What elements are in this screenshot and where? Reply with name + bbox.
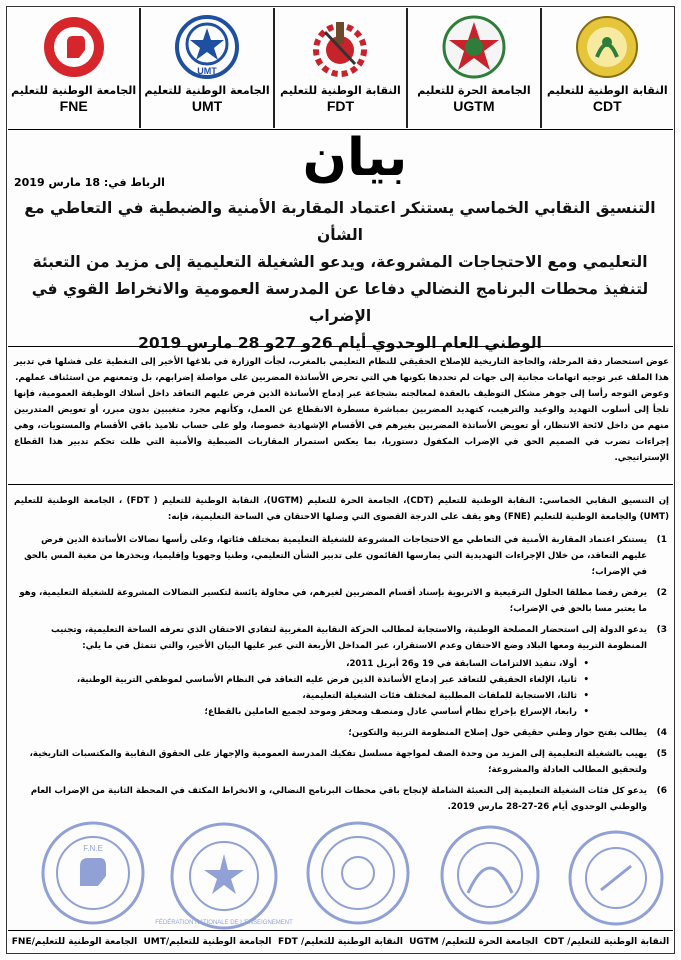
- footer-union: الجامعة الحرة للتعليم/ UGTM: [409, 937, 538, 947]
- item-text: يدعو كل فئات الشغيلة التعليمية إلى التعبئة الشاملة لإنجاح باقي محطات البرنامج النضالي، و الانخراط المكثف في المحطة الثانية من الإضراب العام والوطني الوحدوي أيام 26-27-28 مارس 2019.: [30, 786, 647, 812]
- umt-logo-icon: [172, 12, 242, 82]
- item-number: 6): [656, 786, 667, 796]
- headline-line: التنسيق النقابي الخماسي يستنكر اعتماد المقاربة الأمنية والضبطية في التعاطي مع الشأن: [24, 199, 656, 244]
- intro-paragraph: وعوض التوجه رأسا إلى جوهر مشكل التوظيف بالعقدة لمعالجته بشجاعة عبر إدماج الأساتذة الذين فرض عليهم التعاقد داخل أسلاك الوظيفة العمومية، فإنها تلجأ إلى أسلوب التهديد والوعيد والترهيب، كتهديد المضربين بمباشرة مسطرة الانقطاع عن العمل، وكأنهم مجرد متغيبين بدون مبرر، أو تعويض المتدربين منهم من داخل لائحة الانتظار، أو تعويض الأساتذة المضربين بغيرهم في الأقسام الإشهادية خصوصا، ولو على حساب تلاميذ باقي الأقسام والمستويات، وهي إجراءات تضرب في الصميم الحق في الإضراب المكفول دستوريا، بما يعكس استمرار المقاربات الضبطية والأمنية التي ظلت تحكم تدبير هذا القطاع الإستراتيجي.: [14, 389, 669, 463]
- umt-stamp-text: FÉDÉRATION NATIONALE DE L'ENSEIGNEMENT: [155, 920, 293, 926]
- union-abbr: UGTM: [453, 98, 495, 114]
- fne-stamp-text: F.N.E: [83, 844, 103, 853]
- item-text: يستنكر اعتماد المقاربة الأمنية في التعاطي مع الاحتجاجات المشروعة للشغيلة التعليمية بمختلف فئاتها، وعلى رأسها نضالات الأساتذة الذين فرض عليهم التعاقد، من خلال الإجراءات التهديدية التي يمارسها القائمون على تدبير الشأن التعليمي، وطنيا وجهويا وإقليميا، ويحذرها من مغبة المس بالحق في الإضراب؛: [24, 535, 647, 577]
- ugtm-logo-icon: [439, 12, 509, 82]
- item-number: 1): [656, 535, 667, 545]
- union-ugtm: [406, 8, 539, 128]
- headline: [10, 195, 670, 357]
- item-number: 2): [656, 588, 667, 598]
- union-abbr: CDT: [592, 98, 622, 114]
- item-text: يهيب بالشغيلة التعليمية إلى المزيد من وحدة الصف لمواجهة مسلسل تفكيك المدرسة العمومية والإجهاز على الحقوق النقابية والمكتسبات التاريخية، ولتحقيق المطالب العادلة والمشروعة؛: [29, 749, 647, 775]
- umt-stamp-icon: [155, 820, 293, 932]
- sub-item: • رابعا، الإسراع بإخراج نظام أساسي عادل ومنصف ومحفز وموحد لجميع العاملين بالقطاع؛: [14, 704, 577, 720]
- ugtm-stamp-icon: [438, 823, 543, 928]
- item-number: 3): [656, 625, 667, 635]
- page-title: بيان: [302, 128, 408, 188]
- item-text: يطالب بفتح حوار وطني حقيقي حول إصلاح المنظومة التربية والتكوين؛: [348, 728, 647, 738]
- intro-paragraph: عوض استحضار دقة المرحلة، والحاجة التاريخية للإصلاح الحقيقي للنظام التعليمي بالمغرب، لجأت الوزارة في بلاغها الأخير إلى التغطية على فشلها في تدبير هذا الملف عبر توجيه اتهامات مجانية إلى جهات لم تحددها بكونها هي التي تحرض الأساتذة المضربين على مواصلة إضرابهم، بل وتمعنهم من استئناف عملهم.: [14, 357, 669, 383]
- union-name: النقابة الوطنية للتعليم: [546, 84, 668, 97]
- union-abbr: FNE: [59, 98, 88, 114]
- sub-list: [14, 656, 647, 720]
- footer-signatures: [8, 930, 673, 953]
- list-item: [14, 585, 669, 617]
- union-stamps: [18, 818, 668, 930]
- sub-item: • ثالثا، الاستجابة للملفات المطلبية لمختلف فئات الشغيلة التعليمية،: [14, 688, 577, 704]
- union-name: الجامعة الوطنية للتعليم: [11, 84, 137, 97]
- union-fne: [8, 8, 139, 128]
- union-umt: [139, 8, 272, 128]
- fdt-stamp-icon: [303, 818, 413, 928]
- umt-logo-text: UMT: [197, 66, 217, 76]
- headline-line: لتنفيذ محطات البرنامج النضالي دفاعا عن المدرسة العمومية والانخراط القوي في الإضراب: [31, 280, 649, 325]
- list-item: [14, 746, 669, 778]
- list-item: [14, 783, 669, 815]
- coordination-statement: إن التنسيق النقابي الخماسي: النقابة الوطنية للتعليم (CDT)، الجامعة الحرة للتعليم (UGTM)، النقابة الوطنية للتعليم ( FDT) ، الجامعة الوطنية للتعليم (UMT) والجامعة الوطنية للتعليم (FNE) وهو يقف على الدرجة القصوى التي وصلها الاحتقان في الساحة التعليمية، فإنه:: [14, 496, 670, 522]
- union-name: النقابة الوطنية للتعليم: [280, 84, 401, 97]
- points-list: [14, 532, 669, 820]
- intro-divider: [8, 484, 673, 485]
- cdt-stamp-icon: [566, 828, 666, 928]
- item-text: يدعو الدولة إلى استحضار المصلحة الوطنية، والاستجابة لمطالب الحركة النقابية المغربية لتفادي الاحتقان الذي تعرفه الساحة التعليمية، وتجنيب المنظومة التربية ومعها البلاد وضع الاحتقان وعدم الاستقرار، عبر المداخل الأربعة التي عبر عليها البيان الأخير، والتي تتمثل في ما يلي:: [51, 625, 647, 651]
- footer-union: الجامعة الوطنية للتعليم/UMT: [143, 937, 272, 947]
- headline-line: الوطني العام الوحدوي أيام 26و 27و 28 مارس 2019: [138, 334, 542, 352]
- union-name: الجامعة الوطنية للتعليم: [144, 84, 270, 97]
- union-fdt: [273, 8, 406, 128]
- union-logos-header: [8, 8, 673, 128]
- footer-union: النقابة الوطنية للتعليم/ FDT: [278, 937, 403, 947]
- intro-text: [14, 354, 669, 466]
- list-item: [14, 532, 669, 580]
- headline-line: التعليمي ومع الاحتجاجات المشروعة، ويدعو الشغيلة التعليمية إلى مزيد من التعبئة: [32, 253, 648, 271]
- sub-item: • ثانيا، الإلغاء الحقيقي للتعاقد عبر إدماج الأساتذة الذين فرض عليه التعاقد في النظام الأساسي لموظفي التربية الوطنية،: [14, 672, 577, 688]
- fne-stamp-icon: [38, 818, 148, 928]
- sub-item: • أولا، تنفيذ الالتزامات السابقة في 19 و26 أبريل 2011،: [14, 656, 577, 672]
- headline-divider: [8, 346, 673, 347]
- item-text: يرفض رفضا مطلقا الحلول الترقيعية و الاتربوية بإسناد أقسام المضربين لغيرهم، في محاولة يائسة لتكسير النضالات المشروعة للشغيلة التعليمية، وهو ما يعتبر مسا بالحق في الإضراب؛: [19, 588, 647, 614]
- union-abbr: FDT: [326, 98, 355, 114]
- cdt-logo-icon: [572, 12, 642, 82]
- union-name: الجامعة الحرة للتعليم: [417, 84, 531, 97]
- list-item: [14, 622, 669, 720]
- footer-union: النقابة الوطنية للتعليم/ CDT: [543, 937, 670, 947]
- item-number: 5): [656, 749, 667, 759]
- date-line: الرباط في: 18 مارس 2019: [14, 176, 165, 189]
- footer-union: الجامعة الوطنية للتعليم/FNE: [11, 937, 138, 947]
- item-number: 4): [656, 728, 667, 738]
- union-abbr: UMT: [191, 98, 223, 114]
- list-item: [14, 725, 669, 741]
- union-cdt: [540, 8, 673, 128]
- fdt-logo-icon: [305, 12, 375, 82]
- fne-logo-icon: [39, 12, 109, 82]
